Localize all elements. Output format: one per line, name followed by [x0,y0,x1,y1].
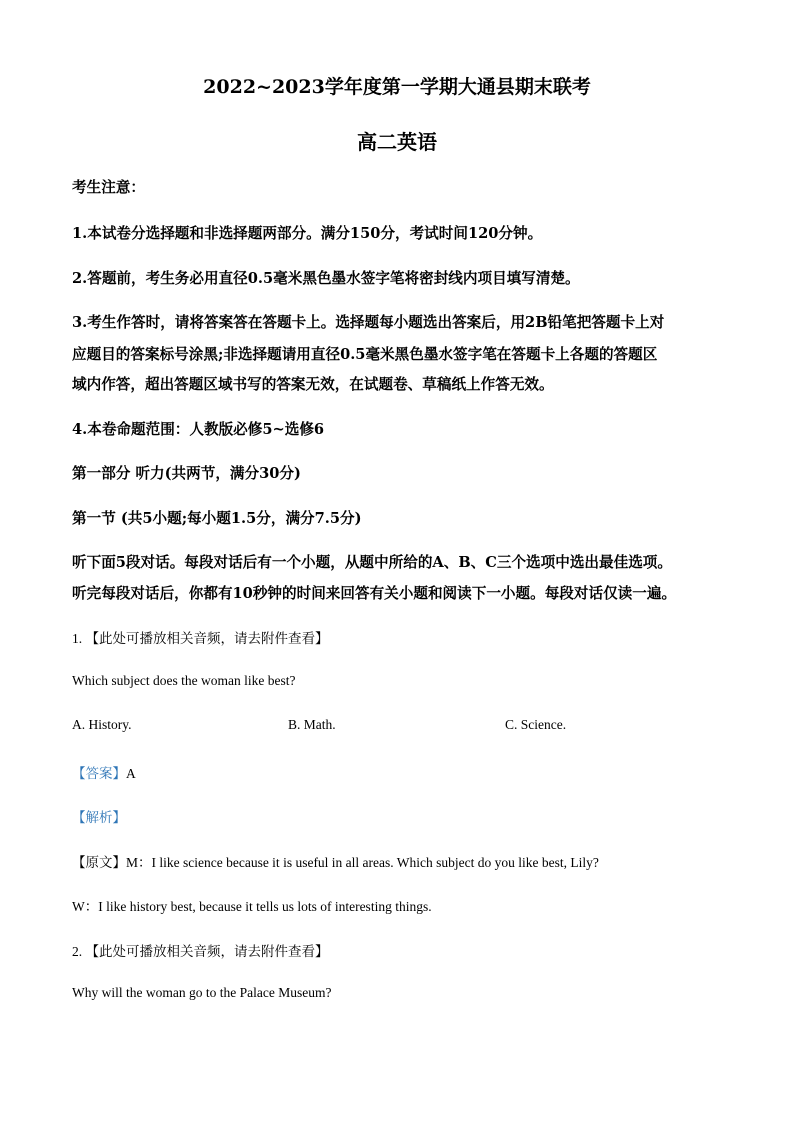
part-heading: 第一部分 听力(共两节，满分30分) [72,465,301,482]
question-text: Which subject does the woman like best? [72,673,296,688]
notice-item-3-line-3: 域内作答，超出答题区域书写的答案无效，在试题卷、草稿纸上作答无效。 [72,376,554,393]
transcript-line-2: W：I like history best, because it tells us lots of interesting things. [72,899,432,914]
analysis-label: 【解析】 [72,810,126,825]
transcript-line-1 [72,851,599,871]
exam-subject: 高二英语 [357,130,437,154]
answer-line [72,762,136,782]
notice-item-2: 2.答题前，考生务必用直径0.5毫米黑色墨水签字笔将密封线内项目填写清楚。 [72,270,580,287]
notice-item-3-line-1: 3.考生作答时，请将答案答在答题卡上。选择题每小题选出答案后，用2B铅笔把答题卡上对 [72,314,665,331]
analysis-line [72,806,126,826]
answer-label: 【答案】 [72,766,126,781]
question-text: Why will the woman go to the Palace Museum? [72,985,332,1000]
answer-value: A [126,766,136,781]
transcript-label: 【原文】 [72,855,126,870]
option-a: A. History. [72,717,132,732]
instructions-line-2: 听完每段对话后，你都有10秒钟的时间来回答有关小题和阅读下一小题。每段对话仅读一遍。 [72,585,677,602]
notice-item-3-line-2: 应题目的答案标号涂黑;非选择题请用直径0.5毫米黑色墨水签字笔在答题卡上各题的答题区 [72,346,658,363]
transcript-text-1: M：I like science because it is useful in all areas. Which subject do you like best, Lily? [126,855,599,870]
exam-title: 2022~2023学年度第一学期大通县期末联考 [203,76,591,98]
section-heading: 第一节 (共5小题;每小题1.5分，满分7.5分) [72,510,362,527]
notice-item-1: 1.本试卷分选择题和非选择题两部分。满分150分，考试时间120分钟。 [72,225,543,242]
option-b: B. Math. [288,717,336,732]
notice-item-4: 4.本卷命题范围：人教版必修5~选修6 [72,421,325,438]
instructions-line-1: 听下面5段对话。每段对话后有一个小题，从题中所给的A、B、C三个选项中选出最佳选项。 [72,554,672,571]
notice-heading: 考生注意： [72,179,145,196]
audio-placeholder[interactable]: 1. 【此处可播放相关音频，请去附件查看】 [72,631,329,646]
audio-placeholder[interactable]: 2. 【此处可播放相关音频，请去附件查看】 [72,944,329,959]
option-c: C. Science. [505,717,567,732]
